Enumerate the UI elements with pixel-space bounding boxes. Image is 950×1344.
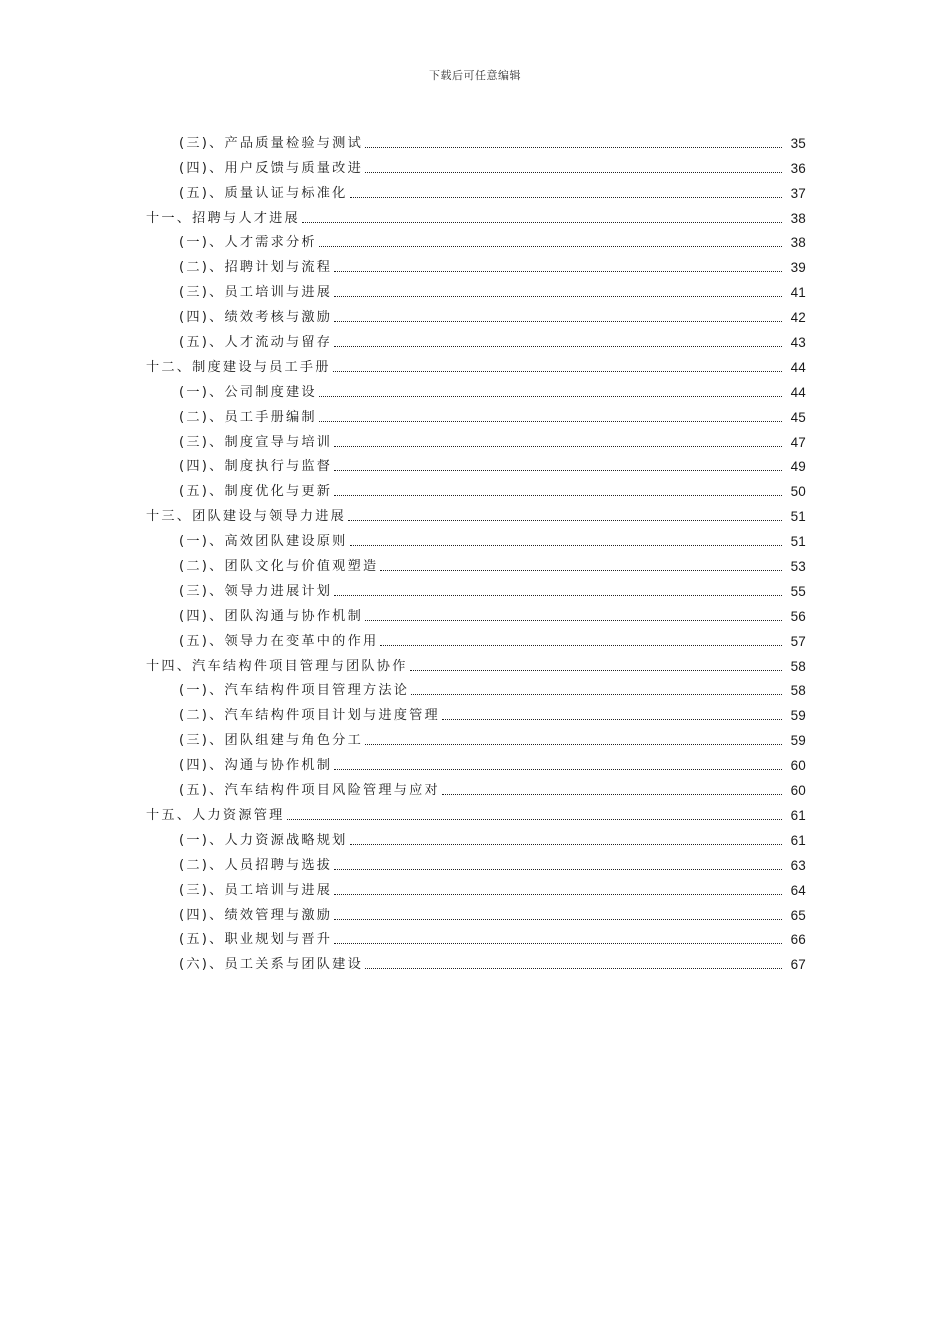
toc-entry-title: (一)、汽车结构件项目管理方法论 <box>179 683 410 699</box>
toc-entry-page-number: 66 <box>790 932 806 948</box>
dot-leader <box>411 694 782 695</box>
toc-section-entry[interactable] <box>0 625 950 650</box>
dot-leader <box>334 271 782 272</box>
dot-leader <box>350 844 782 845</box>
toc-entry-page-number: 61 <box>790 807 806 823</box>
dot-leader <box>319 396 782 397</box>
toc-section-entry[interactable] <box>0 127 950 152</box>
toc-entry-page-number: 45 <box>790 409 806 425</box>
dot-leader <box>334 446 782 447</box>
dot-leader <box>334 346 782 347</box>
toc-section-entry[interactable] <box>0 376 950 401</box>
dot-leader <box>365 968 782 969</box>
toc-entry-title: (四)、绩效考核与激励 <box>179 310 333 326</box>
toc-entry-page-number: 60 <box>790 783 806 799</box>
toc-entry-title: (一)、人才需求分析 <box>179 235 317 251</box>
dot-leader <box>410 670 782 671</box>
toc-entry-page-number: 57 <box>790 633 806 649</box>
dot-leader <box>365 147 782 148</box>
table-of-contents <box>0 127 950 973</box>
toc-entry-page-number: 51 <box>790 509 806 525</box>
toc-entry-title: 十一、招聘与人才进展 <box>146 210 300 226</box>
toc-section-entry[interactable] <box>0 152 950 177</box>
toc-entry-page-number: 51 <box>790 534 806 550</box>
toc-entry-page-number: 49 <box>790 459 806 475</box>
toc-entry-title: 十四、汽车结构件项目管理与团队协作 <box>146 658 408 674</box>
dot-leader <box>348 520 782 521</box>
toc-section-entry[interactable] <box>0 251 950 276</box>
toc-section-entry[interactable] <box>0 600 950 625</box>
toc-entry-title: (二)、人员招聘与选拔 <box>179 857 333 873</box>
toc-entry-title: (三)、员工培训与进展 <box>179 882 333 898</box>
toc-entry-title: (三)、产品质量检验与测试 <box>179 135 363 151</box>
toc-section-entry[interactable] <box>0 899 950 924</box>
toc-entry-page-number: 60 <box>790 758 806 774</box>
toc-entry-page-number: 38 <box>790 235 806 251</box>
dot-leader <box>334 470 782 471</box>
toc-entry-title: (三)、领导力进展计划 <box>179 583 333 599</box>
toc-entry-page-number: 63 <box>790 857 806 873</box>
dot-leader <box>334 769 782 770</box>
toc-entry-title: (五)、汽车结构件项目风险管理与应对 <box>179 783 440 799</box>
toc-entry-title: (五)、质量认证与标准化 <box>179 185 348 201</box>
toc-entry-title: (四)、绩效管理与激励 <box>179 907 333 923</box>
dot-leader <box>442 719 782 720</box>
toc-entry-page-number: 43 <box>790 335 806 351</box>
toc-entry-page-number: 37 <box>790 185 806 201</box>
dot-leader <box>365 172 782 173</box>
toc-chapter-entry[interactable] <box>0 799 950 824</box>
toc-entry-page-number: 64 <box>790 882 806 898</box>
toc-entry-title: (二)、员工手册编制 <box>179 409 317 425</box>
toc-chapter-entry[interactable] <box>0 202 950 227</box>
toc-entry-page-number: 56 <box>790 608 806 624</box>
dot-leader <box>334 869 782 870</box>
toc-entry-page-number: 58 <box>790 683 806 699</box>
toc-entry-title: 十二、制度建设与员工手册 <box>146 359 331 375</box>
toc-section-entry[interactable] <box>0 301 950 326</box>
toc-entry-title: (五)、制度优化与更新 <box>179 484 333 500</box>
toc-section-entry[interactable] <box>0 451 950 476</box>
toc-entry-title: (一)、公司制度建设 <box>179 384 317 400</box>
toc-entry-page-number: 42 <box>790 310 806 326</box>
toc-section-entry[interactable] <box>0 550 950 575</box>
toc-entry-page-number: 44 <box>790 359 806 375</box>
toc-entry-page-number: 36 <box>790 160 806 176</box>
toc-entry-title: (四)、团队沟通与协作机制 <box>179 608 363 624</box>
toc-section-entry[interactable] <box>0 699 950 724</box>
toc-entry-title: (三)、员工培训与进展 <box>179 285 333 301</box>
toc-section-entry[interactable] <box>0 824 950 849</box>
toc-section-entry[interactable] <box>0 227 950 252</box>
toc-entry-page-number: 58 <box>790 658 806 674</box>
toc-section-entry[interactable] <box>0 401 950 426</box>
toc-entry-page-number: 38 <box>790 210 806 226</box>
dot-leader <box>442 794 782 795</box>
toc-entry-page-number: 61 <box>790 832 806 848</box>
toc-entry-title: (五)、人才流动与留存 <box>179 335 333 351</box>
toc-section-entry[interactable] <box>0 575 950 600</box>
toc-entry-page-number: 53 <box>790 559 806 575</box>
dot-leader <box>365 620 782 621</box>
dot-leader <box>334 943 782 944</box>
toc-entry-title: (四)、沟通与协作机制 <box>179 758 333 774</box>
dot-leader <box>334 495 782 496</box>
dot-leader <box>334 321 782 322</box>
toc-chapter-entry[interactable] <box>0 351 950 376</box>
dot-leader <box>333 371 782 372</box>
toc-entry-title: 十三、团队建设与领导力进展 <box>146 509 347 525</box>
toc-entry-title: (二)、汽车结构件项目计划与进度管理 <box>179 708 440 724</box>
toc-section-entry[interactable] <box>0 675 950 700</box>
dot-leader <box>334 296 782 297</box>
header-note: 下载后可任意编辑 <box>429 69 521 82</box>
toc-entry-title: (五)、领导力在变革中的作用 <box>179 633 379 649</box>
toc-entry-title: (四)、制度执行与监督 <box>179 459 333 475</box>
toc-entry-title: (一)、高效团队建设原则 <box>179 534 348 550</box>
dot-leader <box>334 595 782 596</box>
toc-entry-title: (三)、团队组建与角色分工 <box>179 733 363 749</box>
toc-entry-title: (五)、职业规划与晋升 <box>179 932 333 948</box>
toc-entry-page-number: 50 <box>790 484 806 500</box>
toc-entry-page-number: 47 <box>790 434 806 450</box>
dot-leader <box>365 744 782 745</box>
toc-section-entry[interactable] <box>0 849 950 874</box>
toc-section-entry[interactable] <box>0 874 950 899</box>
toc-section-entry[interactable] <box>0 177 950 202</box>
toc-entry-page-number: 44 <box>790 384 806 400</box>
toc-entry-page-number: 39 <box>790 260 806 276</box>
toc-entry-title: (二)、团队文化与价值观塑造 <box>179 559 379 575</box>
dot-leader <box>334 894 782 895</box>
toc-entry-page-number: 41 <box>790 285 806 301</box>
toc-entry-title: 十五、人力资源管理 <box>146 807 285 823</box>
dot-leader <box>334 919 782 920</box>
toc-chapter-entry[interactable] <box>0 650 950 675</box>
dot-leader <box>319 246 782 247</box>
dot-leader <box>350 545 782 546</box>
toc-section-entry[interactable] <box>0 948 950 973</box>
toc-entry-page-number: 59 <box>790 733 806 749</box>
toc-section-entry[interactable] <box>0 326 950 351</box>
toc-section-entry[interactable] <box>0 749 950 774</box>
dot-leader <box>350 197 782 198</box>
dot-leader <box>302 222 782 223</box>
dot-leader <box>319 421 782 422</box>
toc-entry-page-number: 35 <box>790 135 806 151</box>
toc-entry-title: (二)、招聘计划与流程 <box>179 260 333 276</box>
toc-entry-title: (四)、用户反馈与质量改进 <box>179 160 363 176</box>
toc-section-entry[interactable] <box>0 525 950 550</box>
toc-section-entry[interactable] <box>0 426 950 451</box>
toc-entry-page-number: 59 <box>790 708 806 724</box>
toc-section-entry[interactable] <box>0 924 950 949</box>
dot-leader <box>287 819 783 820</box>
dot-leader <box>380 570 782 571</box>
toc-section-entry[interactable] <box>0 475 950 500</box>
toc-entry-title: (一)、人力资源战略规划 <box>179 832 348 848</box>
toc-section-entry[interactable] <box>0 774 950 799</box>
toc-section-entry[interactable] <box>0 724 950 749</box>
toc-entry-title: (六)、员工关系与团队建设 <box>179 957 363 973</box>
toc-entry-title: (三)、制度宣导与培训 <box>179 434 333 450</box>
toc-entry-page-number: 67 <box>790 957 806 973</box>
toc-chapter-entry[interactable] <box>0 500 950 525</box>
toc-section-entry[interactable] <box>0 276 950 301</box>
toc-entry-page-number: 65 <box>790 907 806 923</box>
toc-entry-page-number: 55 <box>790 583 806 599</box>
dot-leader <box>380 645 782 646</box>
